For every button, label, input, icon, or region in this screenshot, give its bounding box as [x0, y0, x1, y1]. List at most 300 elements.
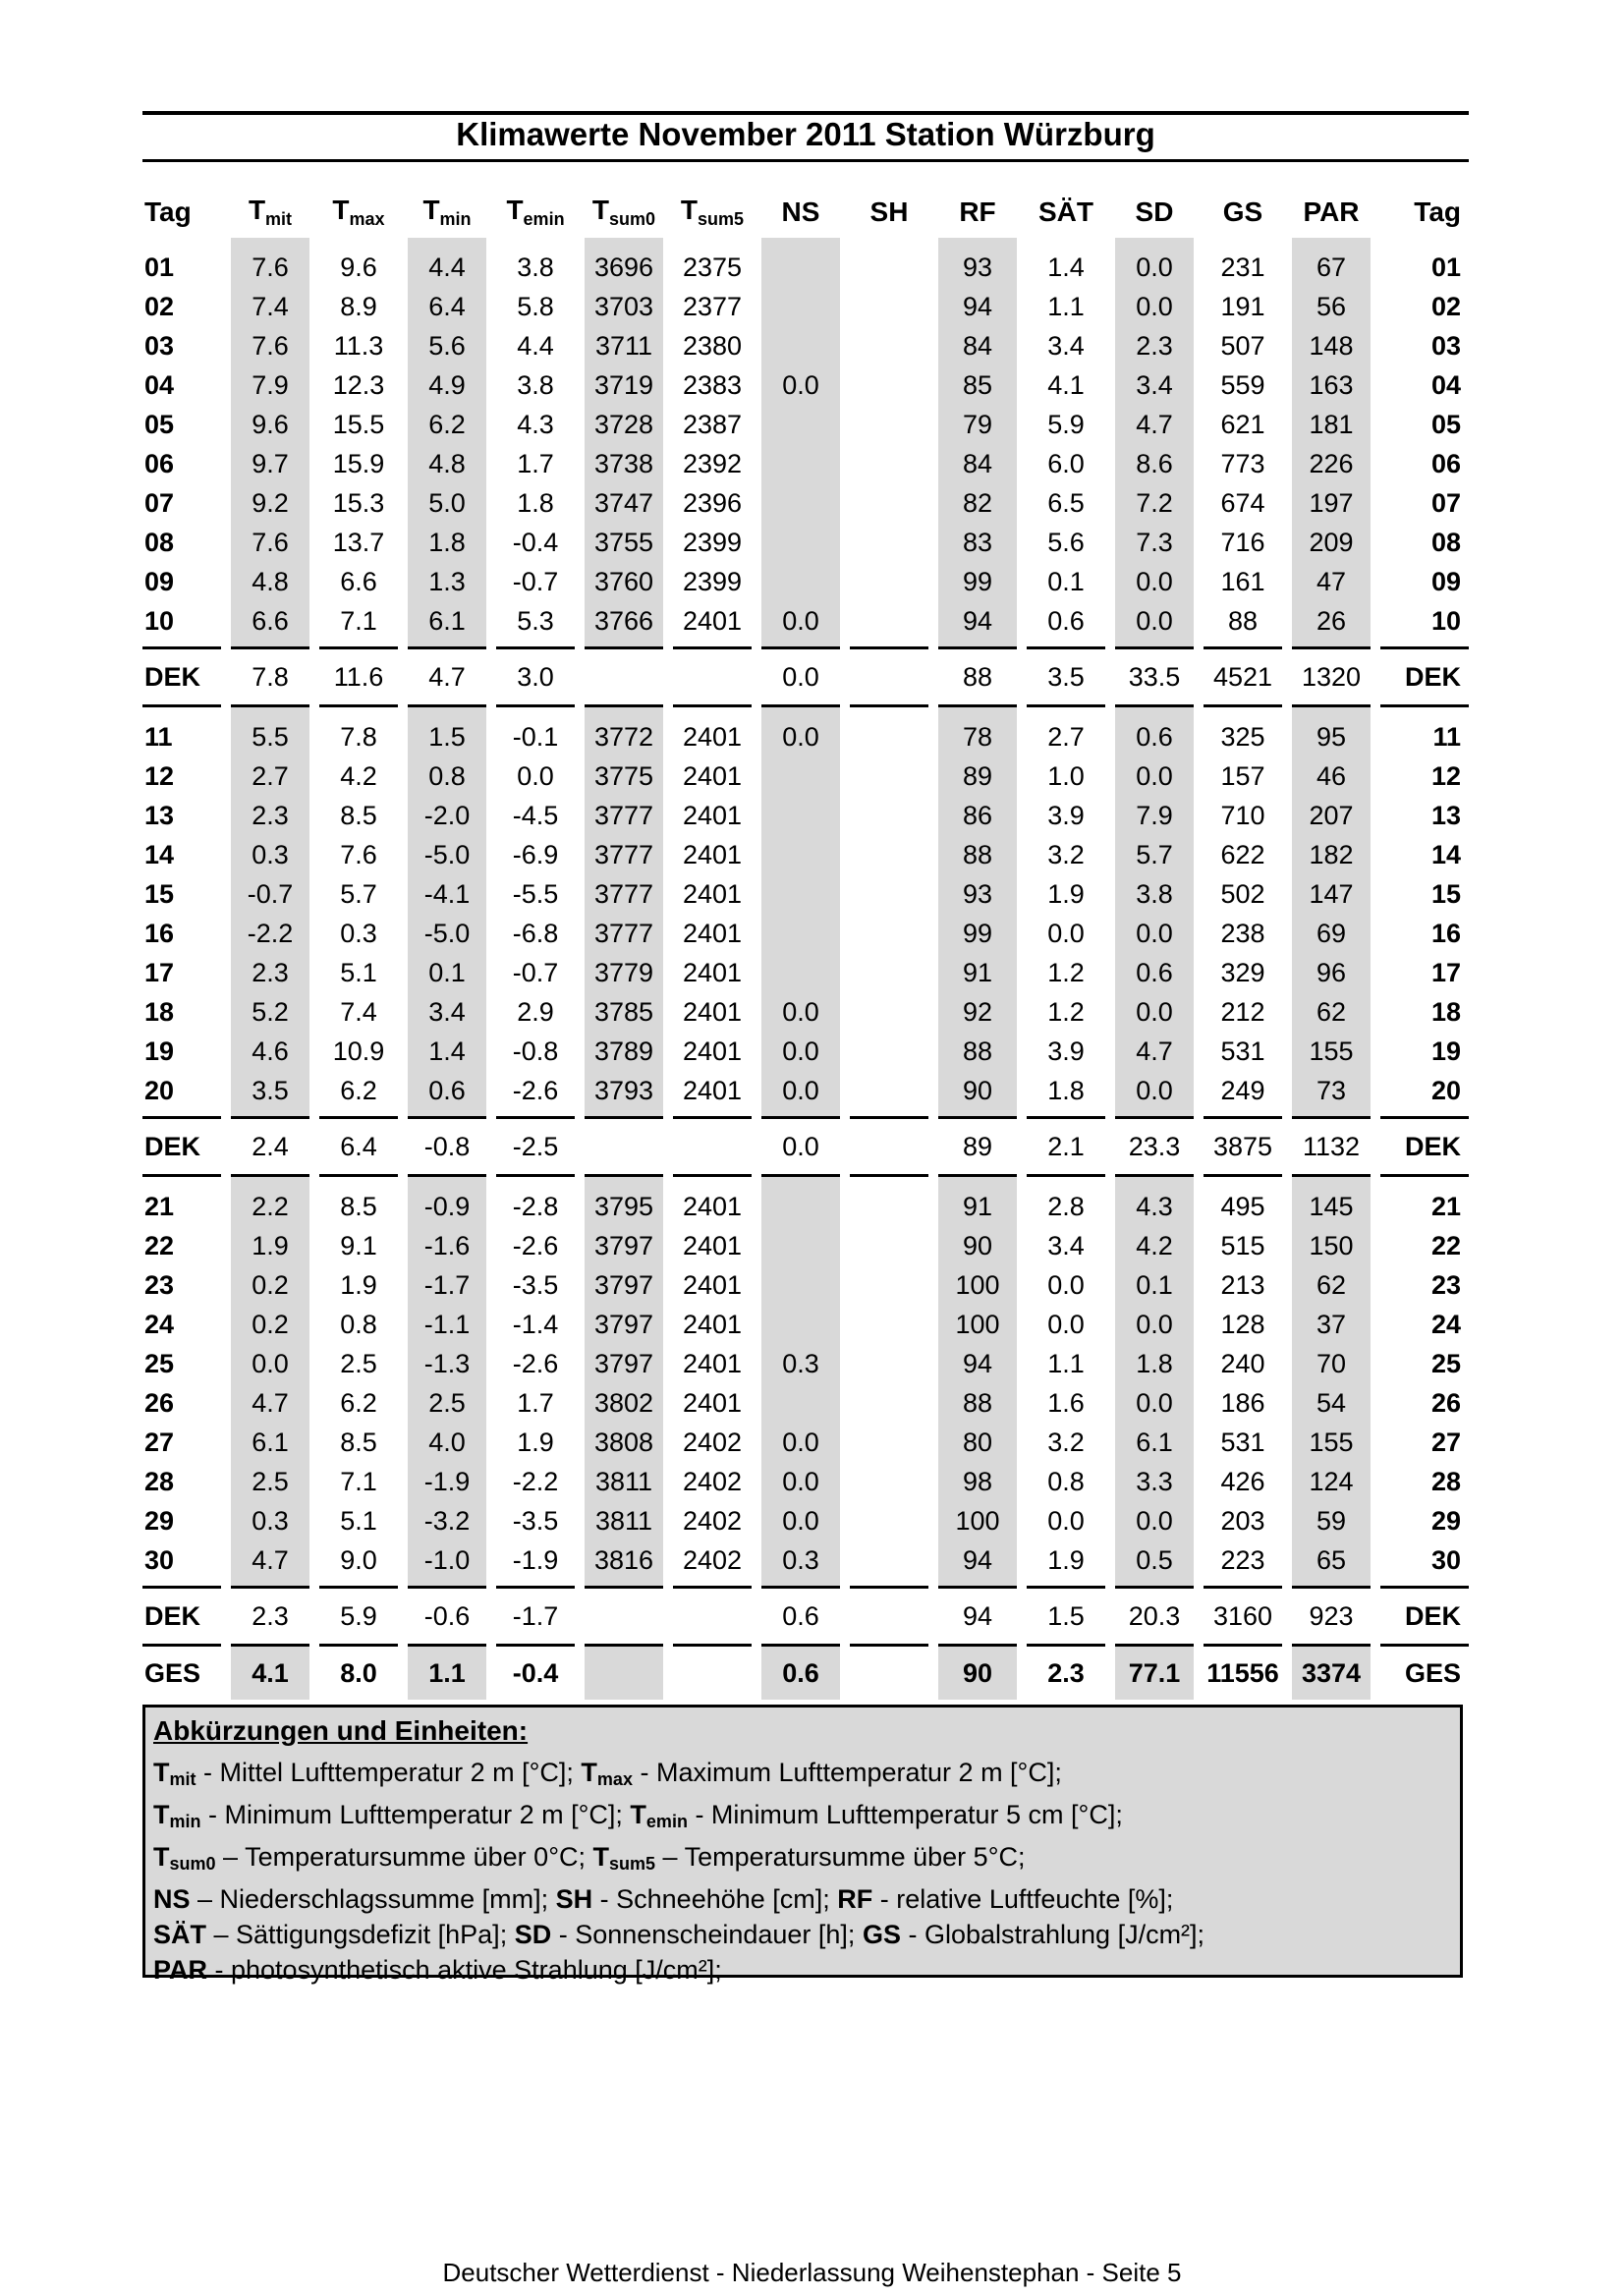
cell-saet: 3.9: [1047, 1036, 1085, 1066]
cell-sd: 3.4: [1110, 365, 1199, 405]
cell-sh: [845, 1118, 933, 1176]
cell-tmax: 10.9: [332, 1036, 385, 1066]
col-header-rf: RF: [959, 196, 996, 227]
cell-gs: 710: [1220, 800, 1265, 830]
cell-temin: 3.8: [517, 369, 554, 400]
cell-tag-right: 11: [1432, 721, 1461, 752]
cell-tsum5: [668, 1118, 756, 1176]
cell-temin: -6.9: [512, 839, 559, 869]
cell-temin: -1.7: [491, 1588, 580, 1646]
cell-sh: [845, 1501, 933, 1540]
legend-abbr-main: SH: [555, 1884, 593, 1914]
legend-abbr-main: SÄT: [153, 1920, 206, 1949]
cell-saet: 1.2: [1047, 957, 1085, 987]
cell-sh: [845, 796, 933, 835]
legend-abbr-main: T: [581, 1758, 597, 1787]
cell-tmax: 9.0: [340, 1544, 377, 1575]
cell-rf: 88: [933, 648, 1022, 706]
cell-sd: 23.3: [1110, 1118, 1199, 1176]
cell-saet: 1.0: [1047, 760, 1085, 791]
cell-sd: 0.0: [1110, 1305, 1199, 1344]
cell-ns: [756, 483, 845, 523]
cell-ns: 0.0: [756, 1032, 845, 1071]
cell-saet: 1.1: [1047, 1348, 1085, 1378]
table-row: [142, 562, 1469, 601]
cell-gs: 515: [1220, 1230, 1265, 1260]
table-row: [142, 1032, 1469, 1071]
cell-ns: [756, 756, 845, 796]
cell-tmit: 4.1: [226, 1646, 314, 1701]
cell-tmit: 4.7: [226, 1540, 314, 1588]
cell-tmax: 8.5: [340, 1191, 377, 1221]
cell-tmin: 1.8: [403, 523, 491, 562]
cell-tsum5: 2402: [682, 1466, 743, 1496]
cell-gs: 716: [1220, 527, 1265, 557]
cell-tag-right: 08: [1430, 527, 1461, 557]
cell-temin: 1.9: [517, 1427, 554, 1457]
cell-tsum5: 2401: [682, 1309, 743, 1339]
legend-abbr: [581, 1758, 633, 1787]
cell-sh: [845, 1540, 933, 1588]
cell-par: 148: [1287, 326, 1375, 365]
cell-tmit: 7.8: [226, 648, 314, 706]
cell-tmax: 8.9: [340, 291, 377, 321]
cell-par: 70: [1287, 1344, 1375, 1383]
col-header-ns: NS: [781, 196, 820, 227]
cell-rf: 84: [933, 326, 1022, 365]
cell-tmit: -0.7: [226, 874, 314, 914]
cell-sh: [845, 874, 933, 914]
col-header-sh: SH: [869, 196, 909, 227]
cell-tag-right: GES: [1404, 1657, 1461, 1688]
legend-text: - Mittel Lufttemperatur 2 m [°C];: [196, 1758, 582, 1787]
col-header-sd: SD: [1135, 196, 1174, 227]
cell-gs: 674: [1220, 487, 1265, 518]
cell-gs: 88: [1227, 605, 1259, 636]
cell-tmit: 0.2: [226, 1265, 314, 1305]
col-header-temin-sub: emin: [523, 209, 565, 229]
cell-gs: 231: [1220, 252, 1265, 282]
cell-saet: 3.9: [1047, 800, 1085, 830]
cell-rf: 94: [933, 601, 1022, 648]
table-row: [142, 444, 1469, 483]
cell-tmit: 2.2: [226, 1176, 314, 1227]
table-row: [142, 1423, 1469, 1462]
cell-sd: 3.8: [1110, 874, 1199, 914]
cell-tmax: 7.8: [340, 721, 377, 752]
cell-saet: 3.2: [1047, 1427, 1085, 1457]
cell-tag-right: 12: [1430, 760, 1461, 791]
cell-tag: 19: [144, 1036, 175, 1066]
cell-gs: 495: [1220, 1191, 1265, 1221]
cell-rf: 89: [933, 756, 1022, 796]
cell-temin: 1.7: [517, 1387, 554, 1418]
table-row: [142, 756, 1469, 796]
cell-tmax: 7.1: [340, 605, 377, 636]
cell-saet: 3.4: [1047, 1230, 1085, 1260]
cell-par: 207: [1287, 796, 1375, 835]
cell-tsum5: [668, 1646, 756, 1701]
cell-temin: 0.0: [517, 760, 554, 791]
cell-rf: 83: [933, 523, 1022, 562]
total-row: [142, 1646, 1469, 1701]
cell-tag: 13: [144, 800, 175, 830]
cell-sh: [845, 648, 933, 706]
cell-tag: 14: [144, 839, 175, 869]
cell-rf: 86: [933, 796, 1022, 835]
cell-gs: 559: [1220, 369, 1265, 400]
cell-rf: 99: [933, 914, 1022, 953]
cell-rf: 99: [933, 562, 1022, 601]
cell-ns: 0.6: [756, 1646, 845, 1701]
cell-tmax: 15.9: [332, 448, 385, 478]
cell-tmit: 5.5: [226, 706, 314, 757]
cell-tmin: 6.1: [403, 601, 491, 648]
cell-ns: [756, 1176, 845, 1227]
cell-sd: 0.0: [1110, 1071, 1199, 1118]
legend-abbr-sub: max: [596, 1769, 633, 1789]
cell-tmit: 0.2: [226, 1305, 314, 1344]
cell-sd: 7.9: [1110, 796, 1199, 835]
cell-rf: 82: [933, 483, 1022, 523]
cell-tsum5: 2392: [682, 448, 743, 478]
cell-tsum0: 3779: [580, 953, 668, 992]
legend-heading: Abkürzungen und Einheiten:: [153, 1715, 529, 1746]
cell-ns: 0.0: [756, 648, 845, 706]
legend-abbr: [593, 1842, 656, 1872]
cell-tmit: 5.2: [226, 992, 314, 1032]
cell-tag: 23: [144, 1269, 175, 1300]
cell-sh: [845, 1032, 933, 1071]
header-row: [142, 187, 1469, 238]
cell-tag-right: 30: [1430, 1544, 1461, 1575]
cell-tag-right: 01: [1430, 252, 1461, 282]
cell-sd: 20.3: [1110, 1588, 1199, 1646]
cell-ns: 0.0: [756, 992, 845, 1032]
cell-tmin: 4.7: [403, 648, 491, 706]
cell-tag-right: 09: [1430, 566, 1461, 596]
cell-temin: 3.8: [517, 252, 554, 282]
cell-saet: 3.5: [1022, 648, 1110, 706]
cell-sh: [845, 1423, 933, 1462]
cell-par: 124: [1287, 1462, 1375, 1501]
cell-tmin: 1.5: [403, 706, 491, 757]
cell-tmin: 4.4: [403, 238, 491, 287]
cell-temin: 4.4: [517, 330, 554, 361]
cell-tag: 26: [144, 1387, 175, 1418]
decade-summary-row: [142, 1588, 1469, 1646]
cell-tag: 12: [144, 760, 175, 791]
cell-tag: 28: [144, 1466, 175, 1496]
cell-sd: 0.1: [1110, 1265, 1199, 1305]
cell-tmit: 3.5: [226, 1071, 314, 1118]
cell-rf: 90: [933, 1071, 1022, 1118]
cell-tag-right: 16: [1430, 918, 1461, 948]
cell-tsum0: [580, 1646, 668, 1701]
cell-sd: 0.0: [1110, 601, 1199, 648]
cell-saet: 3.4: [1047, 330, 1085, 361]
cell-tmax: 15.5: [332, 409, 385, 439]
cell-ns: 0.0: [756, 1423, 845, 1462]
cell-tag-right: 20: [1430, 1075, 1461, 1105]
cell-tsum5: 2380: [682, 330, 743, 361]
cell-rf: 88: [933, 1032, 1022, 1071]
page-footer: Deutscher Wetterdienst - Niederlassung Weihenstephan - Seite 5: [442, 2258, 1182, 2287]
cell-tsum5: 2383: [682, 369, 743, 400]
cell-temin: -0.1: [512, 721, 559, 752]
cell-saet: 1.8: [1047, 1075, 1085, 1105]
col-header-tmax-sub: max: [349, 209, 385, 229]
cell-tmit: -2.2: [226, 914, 314, 953]
cell-sh: [845, 238, 933, 287]
cell-tag-right: 23: [1430, 1269, 1461, 1300]
cell-tmax: 8.0: [340, 1657, 377, 1688]
cell-tmin: 4.8: [403, 444, 491, 483]
cell-saet: 0.8: [1047, 1466, 1085, 1496]
cell-tsum5: 2399: [682, 566, 743, 596]
table-row: [142, 1383, 1469, 1423]
col-header-tsum0: [580, 187, 668, 238]
cell-tsum0: 3808: [580, 1423, 668, 1462]
cell-sd: 2.3: [1110, 326, 1199, 365]
page-title: Klimawerte November 2011 Station Würzburg: [456, 116, 1155, 152]
cell-tmit: 2.5: [226, 1462, 314, 1501]
cell-tmit: 9.6: [226, 405, 314, 444]
cell-saet: 1.1: [1047, 291, 1085, 321]
cell-tmin: -4.1: [403, 874, 491, 914]
cell-tag: 27: [144, 1427, 175, 1457]
cell-tag-right: 10: [1430, 605, 1461, 636]
cell-tmax: 0.8: [340, 1309, 377, 1339]
cell-par: 163: [1287, 365, 1375, 405]
cell-temin: 1.7: [517, 448, 554, 478]
cell-gs: 531: [1220, 1427, 1265, 1457]
legend-text: – Temperatursumme über 0°C;: [215, 1842, 593, 1872]
cell-tmit: 4.6: [226, 1032, 314, 1071]
cell-sd: 8.6: [1110, 444, 1199, 483]
cell-tsum0: 3755: [580, 523, 668, 562]
cell-tmin: -1.6: [403, 1226, 491, 1265]
legend-abbr-sub: sum0: [169, 1854, 216, 1874]
table-row: [142, 601, 1469, 648]
title-top-rule: [142, 111, 1469, 115]
cell-tmax: 5.9: [314, 1588, 403, 1646]
cell-tsum0: 3777: [580, 914, 668, 953]
cell-par: 182: [1287, 835, 1375, 874]
cell-tmin: -0.9: [403, 1176, 491, 1227]
cell-tag-right: 21: [1430, 1191, 1461, 1221]
col-header-tsum0-main: T: [591, 195, 610, 225]
table-row: [142, 1462, 1469, 1501]
col-header-tsum0-sub: sum0: [609, 209, 656, 229]
cell-sd: 0.0: [1110, 914, 1199, 953]
table-body: [142, 238, 1469, 1700]
cell-tag: GES: [144, 1657, 201, 1688]
cell-tag-right: DEK: [1375, 648, 1469, 706]
cell-temin: -5.5: [512, 878, 559, 909]
cell-tsum0: 3789: [580, 1032, 668, 1071]
cell-ns: [756, 953, 845, 992]
cell-tag: 04: [144, 369, 175, 400]
cell-rf: 100: [933, 1265, 1022, 1305]
cell-tsum0: 3703: [580, 287, 668, 326]
cell-tag-right: 17: [1430, 957, 1461, 987]
cell-rf: 100: [933, 1305, 1022, 1344]
cell-gs: 426: [1220, 1466, 1265, 1496]
cell-ns: 0.0: [756, 1118, 845, 1176]
legend-abbr: [515, 1920, 552, 1949]
cell-tmax: 6.2: [340, 1387, 377, 1418]
cell-tsum5: [668, 648, 756, 706]
col-header-tmax-main: T: [332, 195, 350, 225]
legend-abbr-sub: sum5: [609, 1854, 656, 1874]
cell-ns: [756, 1226, 845, 1265]
legend-text: – Niederschlagssumme [mm];: [190, 1884, 556, 1914]
cell-saet: 2.3: [1047, 1657, 1085, 1688]
cell-tmin: 4.9: [403, 365, 491, 405]
cell-gs: 329: [1220, 957, 1265, 987]
cell-par: 1320: [1287, 648, 1375, 706]
cell-tsum0: 3711: [580, 326, 668, 365]
cell-tsum0: [580, 1118, 668, 1176]
legend-abbr-main: PAR: [153, 1955, 208, 1985]
cell-sd: 0.0: [1110, 238, 1199, 287]
cell-tmin: -5.0: [403, 835, 491, 874]
cell-tmit: 0.0: [226, 1344, 314, 1383]
cell-rf: 80: [933, 1423, 1022, 1462]
cell-tmax: 13.7: [332, 527, 385, 557]
cell-saet: 5.6: [1047, 527, 1085, 557]
cell-ns: [756, 405, 845, 444]
cell-tsum0: 3766: [580, 601, 668, 648]
cell-sd: 0.6: [1110, 706, 1199, 757]
cell-gs: 238: [1220, 918, 1265, 948]
cell-tag: 10: [144, 605, 175, 636]
cell-tag: 24: [144, 1309, 175, 1339]
col-header-par: PAR: [1303, 196, 1360, 227]
cell-sd: 4.7: [1110, 405, 1199, 444]
table-row: [142, 405, 1469, 444]
legend-abbr: [153, 1758, 196, 1787]
cell-sd: 4.2: [1110, 1226, 1199, 1265]
cell-rf: 91: [933, 953, 1022, 992]
cell-sh: [845, 1588, 933, 1646]
legend-abbr: [153, 1920, 206, 1949]
cell-gs: 621: [1220, 409, 1265, 439]
cell-tag-right: 05: [1430, 409, 1461, 439]
cell-tmin: 6.2: [403, 405, 491, 444]
cell-tsum0: 3772: [580, 706, 668, 757]
cell-ns: [756, 562, 845, 601]
cell-tsum5: 2401: [682, 760, 743, 791]
cell-par: 1132: [1287, 1118, 1375, 1176]
legend-abbr: [863, 1920, 901, 1949]
decade-summary-row: [142, 648, 1469, 706]
cell-tmit: 9.2: [226, 483, 314, 523]
col-header-gs: GS: [1222, 196, 1263, 227]
cell-rf: 93: [933, 238, 1022, 287]
cell-tmit: 7.9: [226, 365, 314, 405]
col-header-tsum5-sub: sum5: [698, 209, 745, 229]
cell-tmit: 2.3: [226, 1588, 314, 1646]
cell-tag-right: DEK: [1375, 1588, 1469, 1646]
cell-par: 197: [1287, 483, 1375, 523]
cell-par: 96: [1287, 953, 1375, 992]
cell-ns: [756, 796, 845, 835]
table-row: [142, 953, 1469, 992]
cell-tmin: -1.0: [403, 1540, 491, 1588]
cell-tag-right: 27: [1430, 1427, 1461, 1457]
cell-sh: [845, 706, 933, 757]
cell-sh: [845, 1344, 933, 1383]
col-header-tsum5: [668, 187, 756, 238]
cell-saet: 1.9: [1047, 1544, 1085, 1575]
cell-sd: 6.1: [1110, 1423, 1199, 1462]
cell-tmax: 5.1: [340, 957, 377, 987]
cell-rf: 90: [933, 1646, 1022, 1701]
legend-abbr-main: T: [592, 1842, 609, 1872]
cell-tmax: 8.5: [340, 800, 377, 830]
cell-sh: [845, 365, 933, 405]
cell-gs: 128: [1220, 1309, 1265, 1339]
cell-tsum0: 3719: [580, 365, 668, 405]
legend-abbr-main: RF: [837, 1884, 873, 1914]
cell-par: 26: [1287, 601, 1375, 648]
cell-tsum5: 2396: [682, 487, 743, 518]
col-header-tag: Tag: [144, 196, 192, 227]
cell-saet: 2.1: [1022, 1118, 1110, 1176]
cell-tsum5: 2402: [682, 1427, 743, 1457]
legend-text: - Schneehöhe [cm];: [592, 1884, 838, 1914]
cell-tmin: 5.6: [403, 326, 491, 365]
cell-tag: 20: [144, 1075, 175, 1105]
cell-saet: 1.4: [1047, 252, 1085, 282]
cell-ns: [756, 238, 845, 287]
cell-tmax: 11.3: [333, 330, 384, 361]
cell-saet: 2.7: [1047, 721, 1085, 752]
cell-tag: 08: [144, 527, 175, 557]
cell-tag-right: 03: [1430, 330, 1461, 361]
cell-rf: 79: [933, 405, 1022, 444]
cell-tmin: -0.8: [403, 1118, 491, 1176]
cell-gs: 157: [1220, 760, 1265, 791]
cell-rf: 94: [933, 1540, 1022, 1588]
table-row: [142, 796, 1469, 835]
cell-tmit: 2.7: [226, 756, 314, 796]
cell-sd: 0.0: [1110, 562, 1199, 601]
cell-gs: 773: [1220, 448, 1265, 478]
cell-saet: 1.9: [1047, 878, 1085, 909]
cell-gs: 502: [1220, 878, 1265, 909]
cell-par: 155: [1287, 1032, 1375, 1071]
cell-tsum5: 2401: [682, 1387, 743, 1418]
cell-ns: [756, 1265, 845, 1305]
cell-saet: 0.1: [1047, 566, 1085, 596]
cell-tmax: 12.3: [332, 369, 385, 400]
cell-sd: 7.3: [1110, 523, 1199, 562]
cell-saet: 2.8: [1047, 1191, 1085, 1221]
cell-tsum0: 3816: [580, 1540, 668, 1588]
cell-tsum5: 2401: [682, 1269, 743, 1300]
cell-tmin: 3.4: [403, 992, 491, 1032]
cell-gs: 249: [1220, 1075, 1265, 1105]
legend-abbr: [153, 1800, 201, 1829]
legend-abbr-main: T: [153, 1758, 170, 1787]
col-header-tsum5-main: T: [680, 195, 699, 225]
legend-abbr-sub: min: [169, 1812, 201, 1831]
legend-abbr-main: GS: [862, 1920, 901, 1949]
cell-rf: 90: [933, 1226, 1022, 1265]
